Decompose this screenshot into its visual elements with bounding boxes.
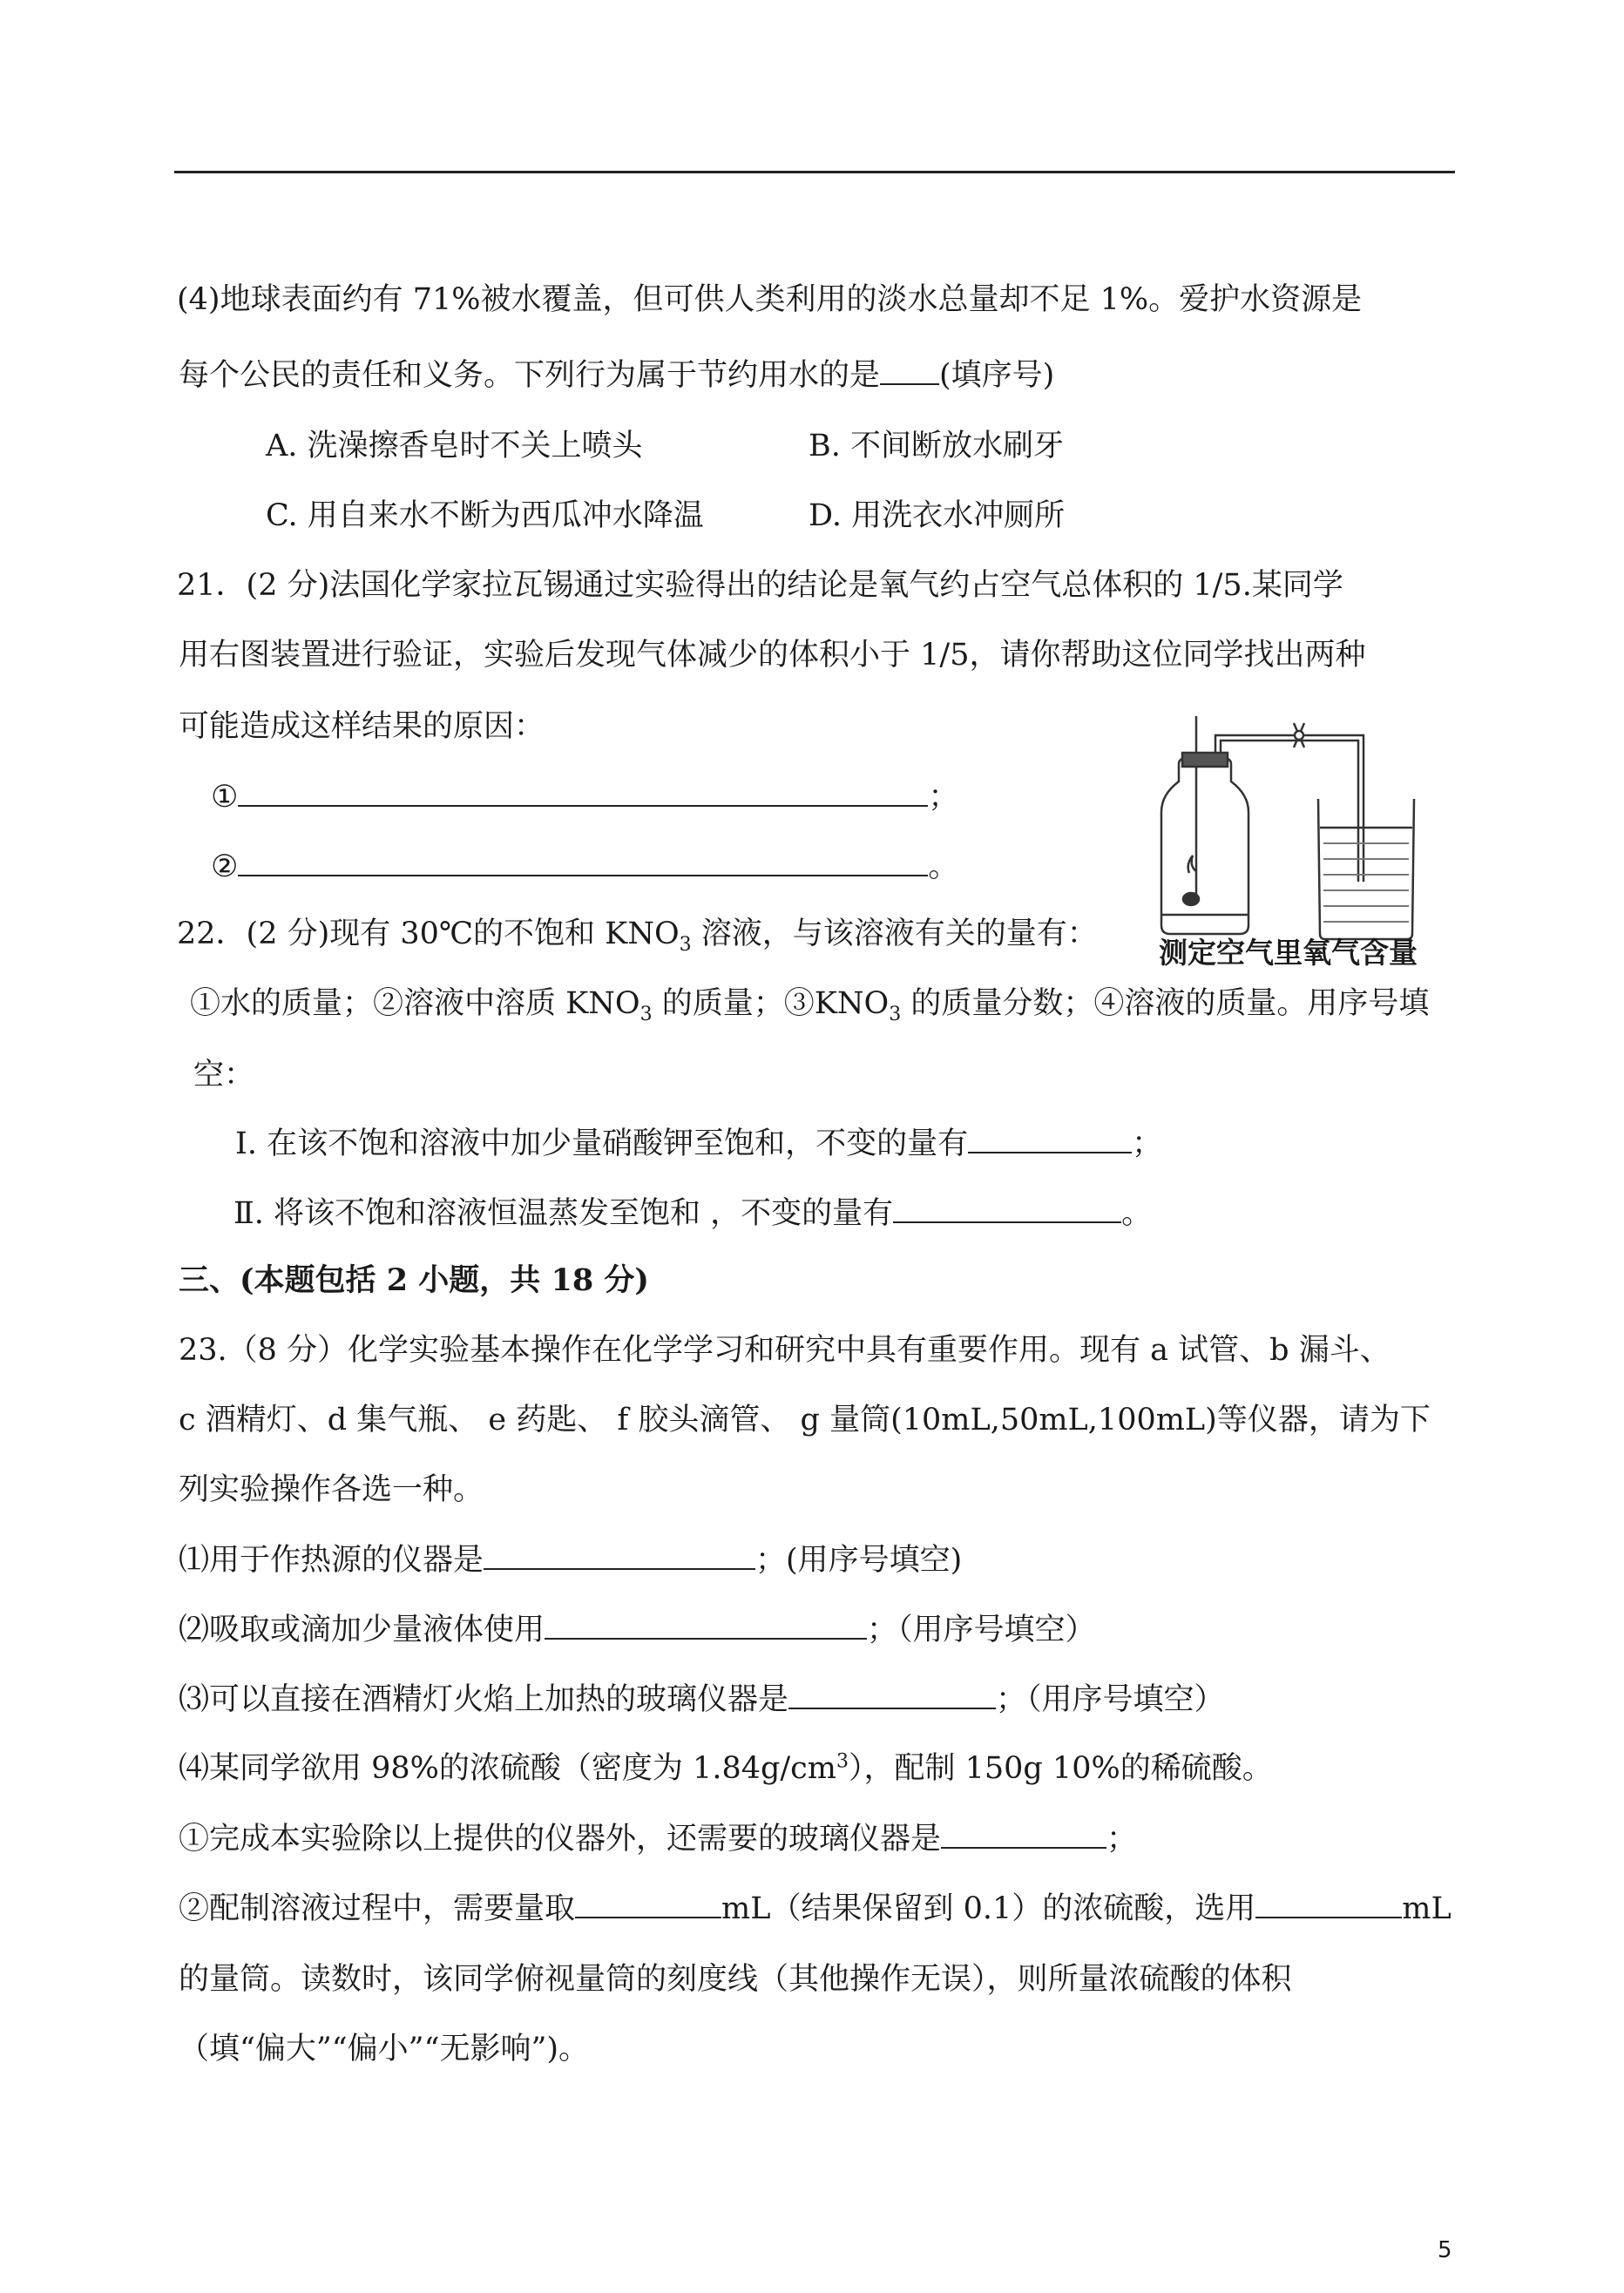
page-number: 5 [1438, 2237, 1452, 2263]
q21-blank1-row: ① ； [211, 777, 958, 816]
q22-line2: ①水的质量；②溶液中溶质 $KNO_3$ 的质量；$③KNO_3$ 的质量分数；④溶液的质量。用序号填 [190, 986, 1430, 1025]
q22-answer-blank-i[interactable] [968, 1124, 1132, 1153]
q20-4-option-b: B. 不间断放水刷牙 [809, 429, 1064, 463]
q23-sub4b: ②配制溶液过程中，需要量取 mL（结果保留到 0.1）的浓硫酸，选用 mL [179, 1889, 1451, 1928]
q23-answer-blank-4b-volume[interactable] [575, 1889, 721, 1918]
q23-answer-blank-4a[interactable] [941, 1819, 1106, 1849]
q20-4-option-c: C. 用自来水不断为西瓜冲水降温 [266, 498, 704, 533]
q21-answer-blank-1[interactable] [238, 777, 928, 807]
q20-4-answer-blank[interactable] [880, 355, 939, 385]
header-rule [174, 171, 1455, 173]
q20-4-line2: 每个公民的责任和义务。下列行为属于节约用水的是 (填序号) [179, 355, 1054, 395]
q20-4-option-a: A. 洗澡擦香皂时不关上喷头 [266, 429, 643, 463]
q21-line1: 21．(2 分)法国化学家拉瓦锡通过实验得出的结论是氧气约占空气总体积的 1/5.某同学 [177, 568, 1343, 603]
q22-line3: 空： [193, 1058, 255, 1092]
q23-sub4a: ①完成本实验除以上提供的仪器外，还需要的玻璃仪器是 ； [179, 1819, 1137, 1858]
q23-sub1: ⑴用于作热源的仪器是 ；(用序号填空) [179, 1540, 962, 1579]
q22-line1: 22．(2 分)现有 30℃的不饱和 $KNO_3$ 溶液，与该溶液有关的量有： [177, 917, 1098, 956]
q23-sub3: ⑶可以直接在酒精灯火焰上加热的玻璃仪器是 ；（用序号填空） [179, 1680, 1225, 1719]
q22-part-i: Ⅰ. 在该不饱和溶液中加少量硝酸钾至饱和，不变的量有 ； [235, 1124, 1162, 1163]
section-3-heading: 三、(本题包括 2 小题，共 18 分) [179, 1262, 649, 1298]
q23-sub4d: （填“偏大”“偏小”“无影响”)。 [179, 2032, 590, 2066]
q23-sub4c: 的量筒。读数时，该同学俯视量筒的刻度线（其他操作无误），则所量浓硫酸的体积 [179, 1962, 1292, 1997]
q23-sub2: ⑵吸取或滴加少量液体使用 ；（用序号填空） [179, 1610, 1096, 1649]
q22-answer-blank-ii[interactable] [893, 1194, 1121, 1223]
q23-line1: 23.（8 分）化学实验基本操作在化学学习和研究中具有重要作用。现有 a 试管、b 漏斗、 [179, 1333, 1391, 1368]
q21-blank2-row: ② 。 [211, 847, 958, 886]
q22-part-ii: Ⅱ. 将该不饱和溶液恒温蒸发至饱和 ，不变的量有 。 [233, 1194, 1152, 1233]
q23-answer-blank-4b-cylinder[interactable] [1255, 1889, 1402, 1918]
q23-answer-blank-2[interactable] [545, 1610, 867, 1640]
figure-caption: 测定空气里氧气含量 [1159, 936, 1418, 970]
q20-4-option-d: D. 用洗衣水冲厕所 [809, 498, 1066, 533]
q21-line2: 用右图装置进行验证，实验后发现气体减少的体积小于 1/5，请你帮助这位同学找出两种 [179, 638, 1366, 673]
q23-line3: 列实验操作各选一种。 [179, 1472, 484, 1507]
q21-answer-blank-2[interactable] [238, 847, 928, 876]
q23-answer-blank-3[interactable] [788, 1680, 996, 1709]
q23-line2: c 酒精灯、d 集气瓶、 e 药匙、 f 胶头滴管、 g 量筒(10mL,50mL,100mL)等仪器，请为下 [179, 1403, 1431, 1437]
q23-answer-blank-1[interactable] [484, 1540, 755, 1570]
q21-line3: 可能造成这样结果的原因： [179, 709, 545, 744]
q20-4-line1: (4)地球表面约有 71%被水覆盖，但可供人类利用的淡水总量却不足 1%。爱护水资源是 [177, 282, 1363, 317]
q23-sub4: ⑷某同学欲用 98%的浓硫酸（密度为 $1.84g/cm^3$），配制 150g 10%的稀硫酸。 [179, 1750, 1273, 1786]
